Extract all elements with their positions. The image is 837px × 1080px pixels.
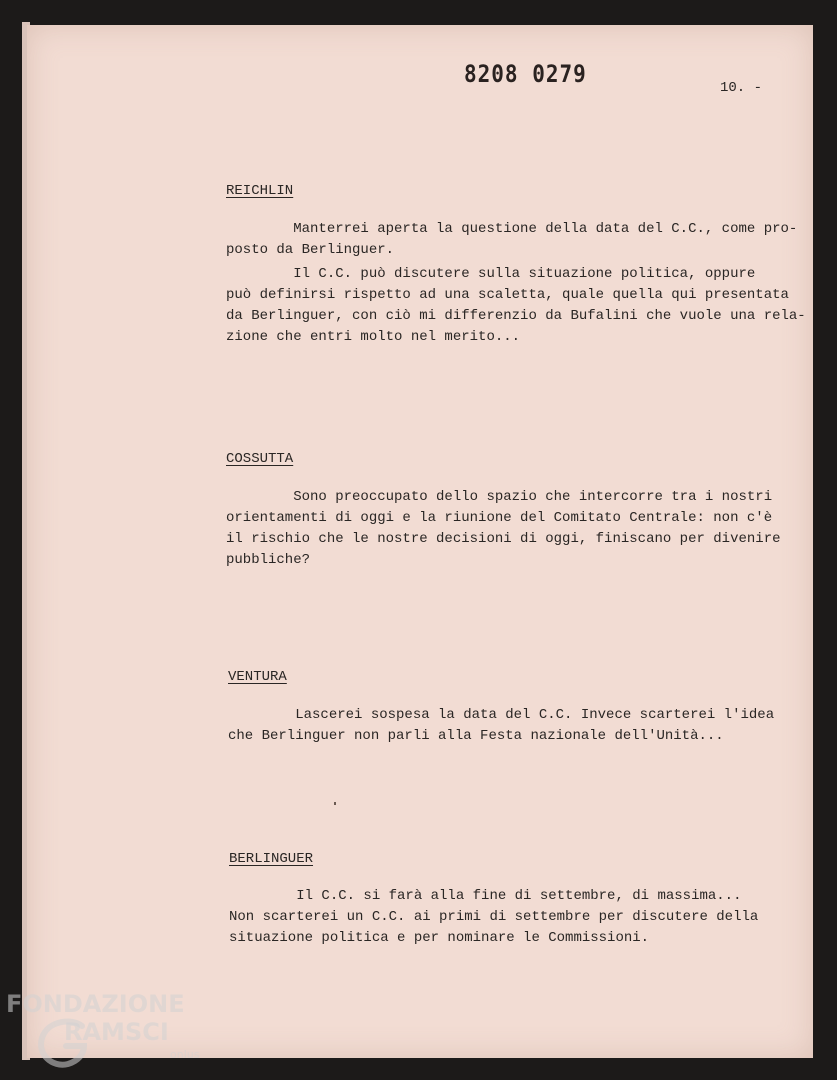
fondazione-gramsci-logo bbox=[6, 990, 206, 1072]
paper-speck bbox=[334, 802, 336, 805]
page-number: 10. - bbox=[720, 80, 763, 96]
ventura-paragraph-1: Lascerei sospesa la data del C.C. Invece scarterei l'idea che Berlinguer non parli alla Festa nazionale dell'Unità... bbox=[228, 707, 775, 744]
speaker-reichlin: REICHLIN bbox=[226, 183, 294, 199]
berlinguer-paragraph-1: Il C.C. si farà alla fine di settembre, di massima... Non scarterei un C.C. ai primi di settembre per discutere della situazione politica e per nominare le Commissioni. bbox=[229, 888, 759, 946]
logo-line-1: FONDAZIONE bbox=[6, 990, 185, 1018]
archive-stamp-number: 8208 0279 bbox=[464, 60, 587, 88]
speaker-berlinguer: BERLINGUER bbox=[229, 851, 314, 867]
reichlin-paragraph-2: Il C.C. può discutere sulla situazione politica, oppure può definirsi rispetto ad una scaletta, quale quella qui presentata da Berlinguer, con ciò mi differenzio da Bufalini che vuole una rela- zione che entri molto nel merito... bbox=[226, 266, 806, 345]
logo-line-3: onlus bbox=[170, 1048, 200, 1061]
speaker-cossutta: COSSUTTA bbox=[226, 451, 294, 467]
logo-line-2: RAMSCI bbox=[64, 1018, 169, 1046]
speaker-ventura: VENTURA bbox=[228, 669, 287, 685]
cossutta-paragraph-1: Sono preoccupato dello spazio che intercorre tra i nostri orientamenti di oggi e la riunione del Comitato Centrale: non c'è il rischio che le nostre decisioni di oggi, finiscano per divenire pubbliche? bbox=[226, 489, 781, 568]
reichlin-paragraph-1: Manterrei aperta la questione della data del C.C., come pro- posto da Berlinguer. bbox=[226, 221, 798, 258]
